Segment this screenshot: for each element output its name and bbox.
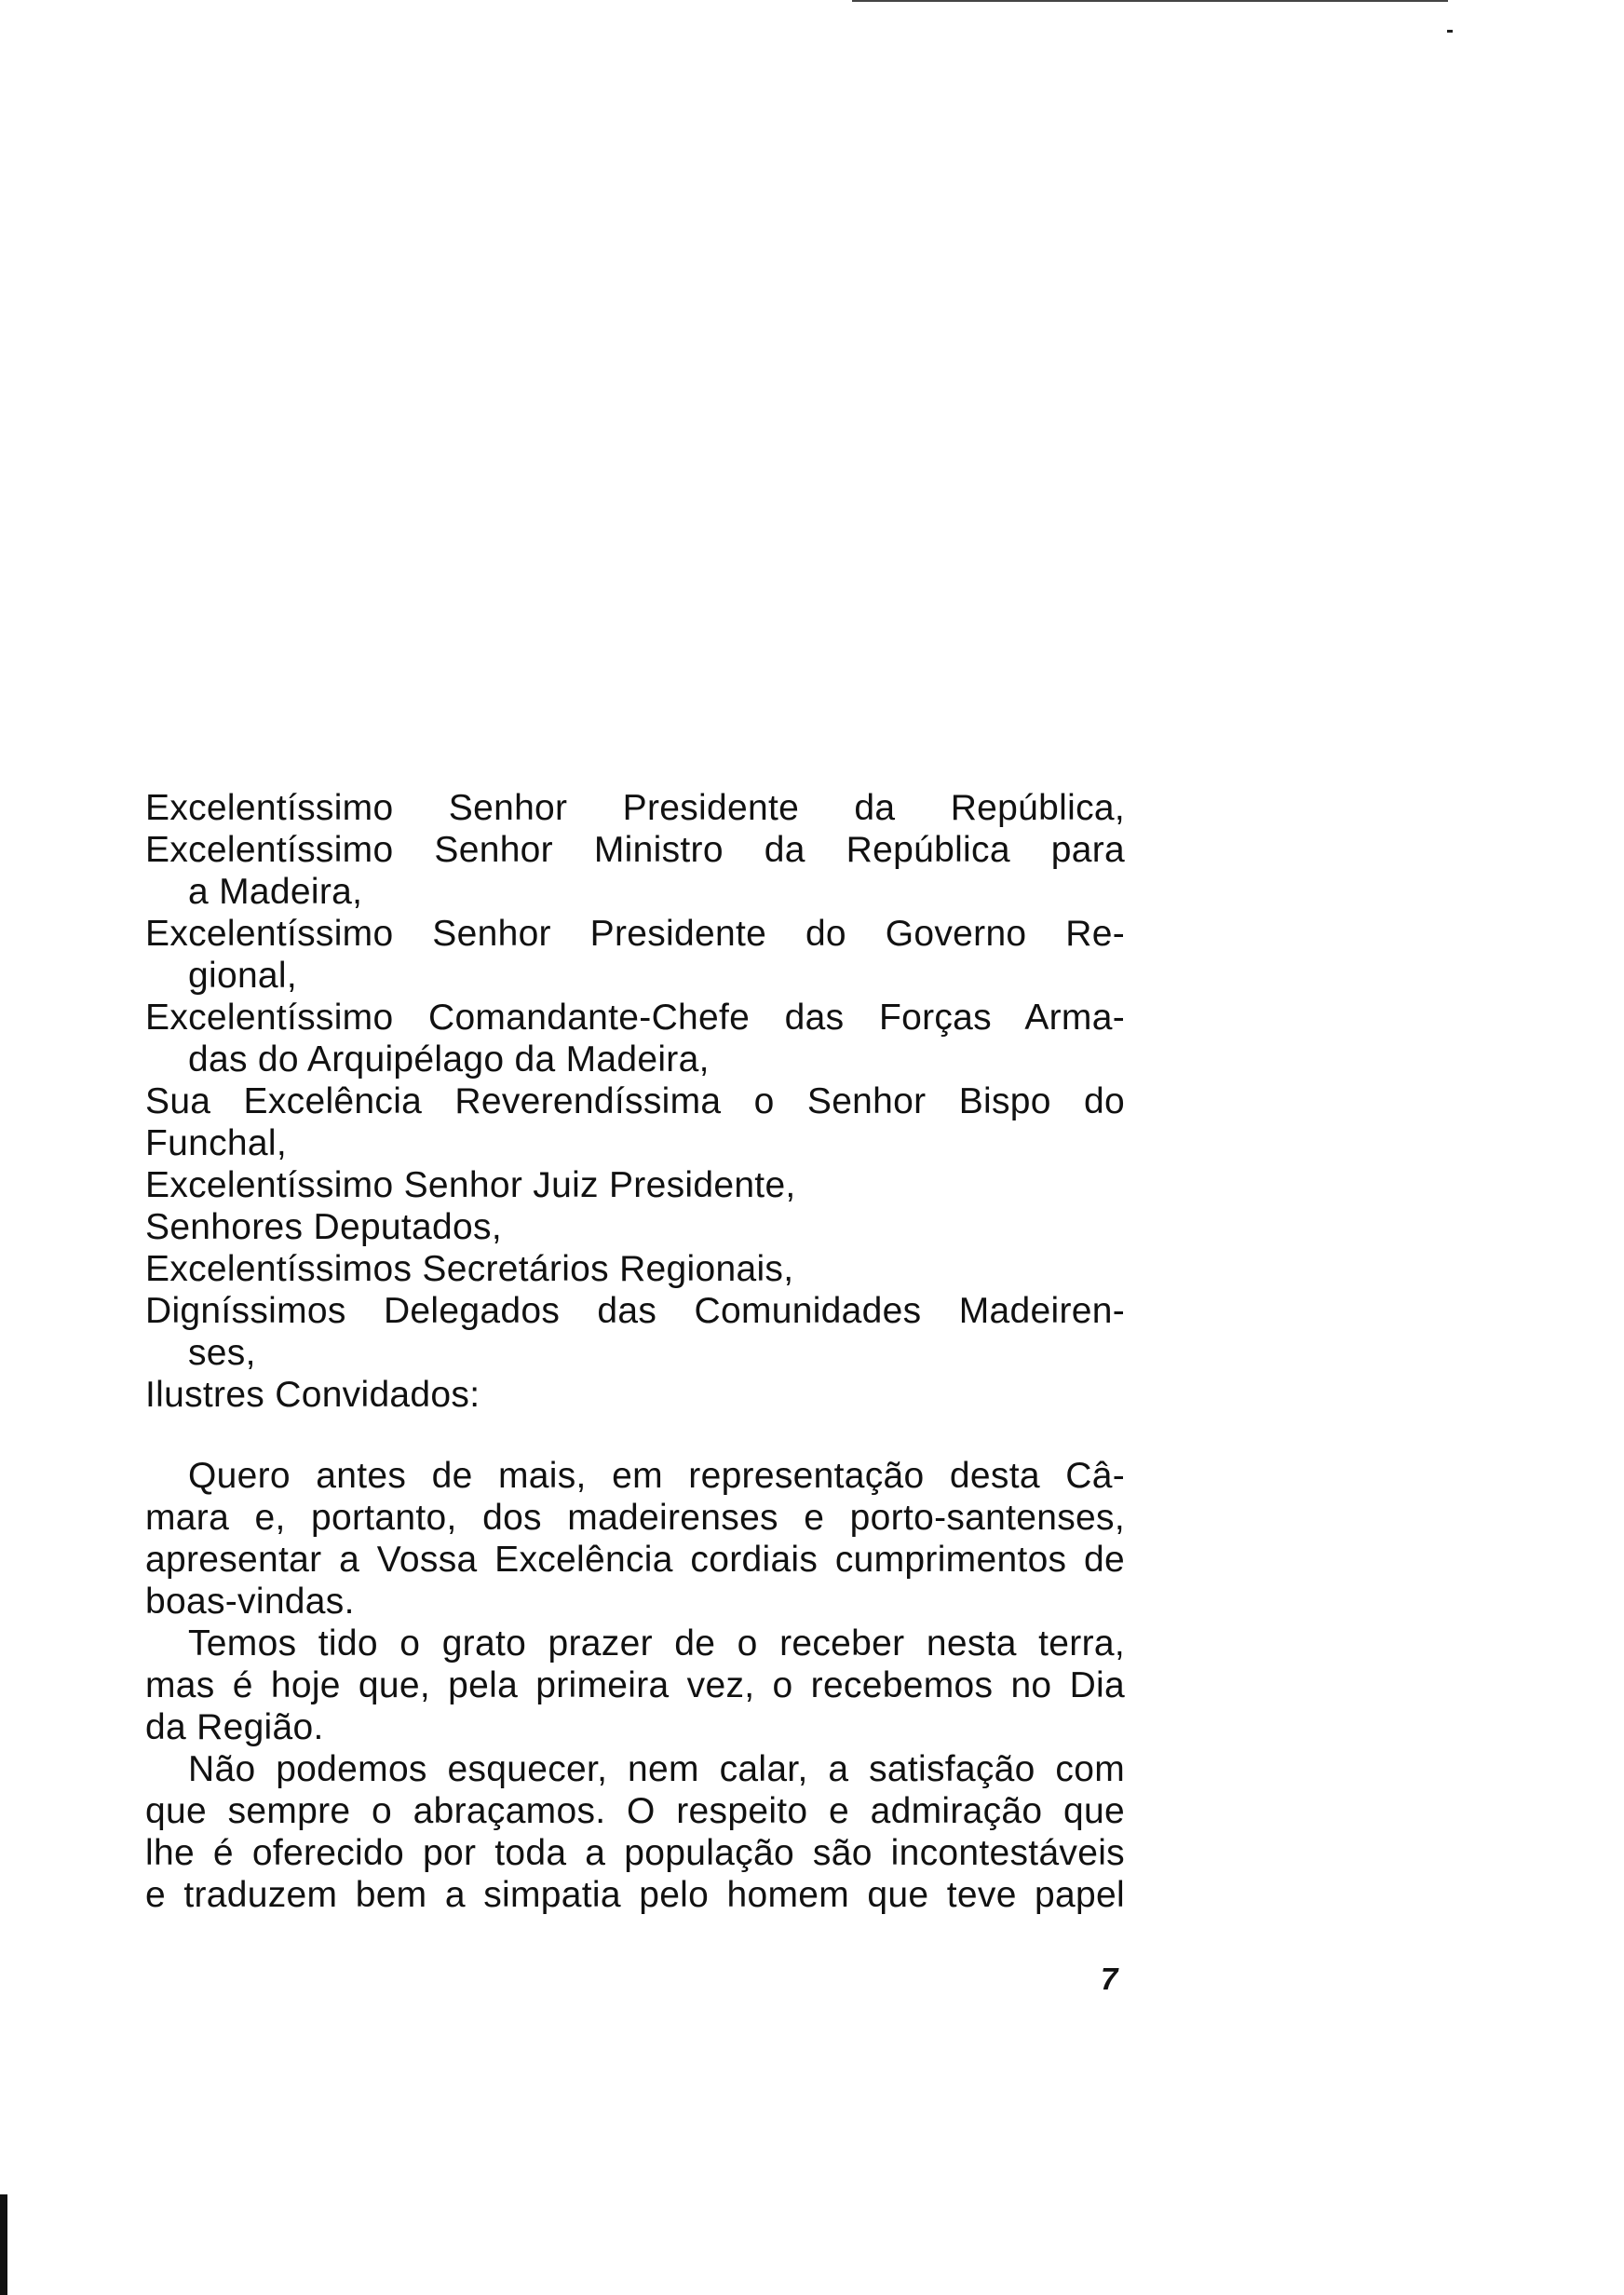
body-line: da Região. bbox=[145, 1707, 324, 1747]
body-line: que sempre o abraçamos. O respeito e admiração que bbox=[145, 1791, 1125, 1831]
salutation-line: Excelentíssimo Comandante-Chefe das Forças Arma- bbox=[145, 998, 1125, 1038]
body-line: boas-vindas. bbox=[145, 1582, 355, 1622]
body-line: mas é hoje que, pela primeira vez, o recebemos no Dia bbox=[145, 1665, 1125, 1705]
salutation-line: Senhores Deputados, bbox=[145, 1207, 502, 1247]
body-line: lhe é oferecido por toda a população são incontestáveis bbox=[145, 1833, 1125, 1873]
speech-body bbox=[145, 1455, 1125, 1916]
salutation-line: Sua Excelência Reverendíssima o Senhor Bispo do bbox=[145, 1081, 1125, 1121]
salutation-line: Excelentíssimo Senhor Presidente do Governo Re- bbox=[145, 914, 1125, 954]
body-line: Temos tido o grato prazer de o receber nesta terra, bbox=[188, 1623, 1125, 1664]
salutation-line: ses, bbox=[188, 1333, 256, 1373]
scan-border-line bbox=[852, 0, 1448, 2]
salutation-line: Funchal, bbox=[145, 1123, 287, 1163]
scan-speck bbox=[1447, 30, 1453, 33]
scan-edge-mark bbox=[0, 2194, 7, 2295]
salutation-line: Excelentíssimos Secretários Regionais, bbox=[145, 1249, 794, 1289]
salutation-line: das do Arquipélago da Madeira, bbox=[188, 1039, 710, 1080]
body-line: Quero antes de mais, em representação desta Câ- bbox=[188, 1456, 1125, 1496]
body-line: e traduzem bem a simpatia pelo homem que teve papel bbox=[145, 1875, 1125, 1915]
body-line: mara e, portanto, dos madeirenses e porto-santenses, bbox=[145, 1498, 1125, 1538]
salutation-line: gional, bbox=[188, 956, 298, 996]
body-line: apresentar a Vossa Excelência cordiais cumprimentos de bbox=[145, 1540, 1125, 1580]
body-line: Não podemos esquecer, nem calar, a satisfação com bbox=[188, 1749, 1125, 1789]
salutation-line: Digníssimos Delegados das Comunidades Madeiren- bbox=[145, 1291, 1125, 1331]
salutation-line: Excelentíssimo Senhor Presidente da República, bbox=[145, 788, 1125, 828]
salutation-line: Ilustres Convidados: bbox=[145, 1375, 480, 1415]
salutation-line: a Madeira, bbox=[188, 872, 363, 912]
salutation-line: Excelentíssimo Senhor Ministro da República para bbox=[145, 830, 1125, 870]
page-number: 7 bbox=[1101, 1962, 1118, 1996]
salutations-block bbox=[145, 787, 1125, 1416]
salutation-line: Excelentíssimo Senhor Juiz Presidente, bbox=[145, 1165, 796, 1205]
